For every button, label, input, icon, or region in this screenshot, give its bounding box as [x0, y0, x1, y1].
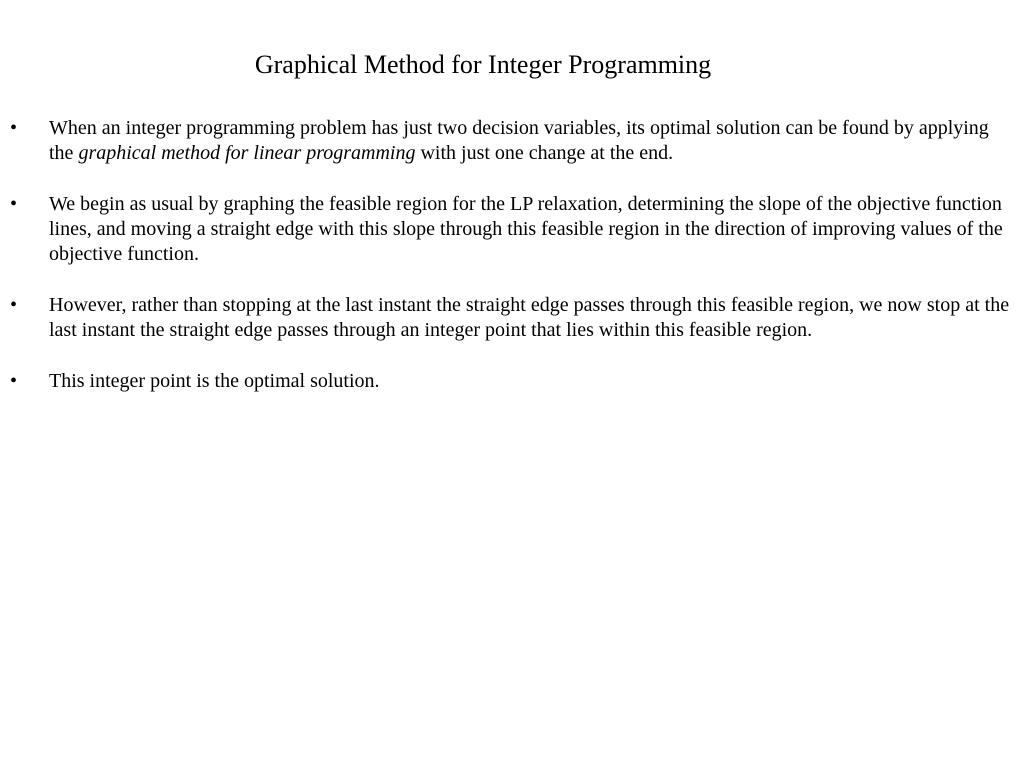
bullet-dot-icon: • [10, 294, 18, 316]
bullet-item [0, 369, 1024, 394]
bullet-item [0, 116, 1024, 166]
bullet-dot-icon: • [10, 193, 18, 215]
bullet-text-end: with just one change at the end. [415, 142, 674, 164]
slide-title: Graphical Method for Integer Programming [254, 50, 712, 79]
bullet-list [0, 116, 1024, 420]
bullet-item [0, 192, 1024, 267]
bullet-emphasis: graphical method for linear programming [78, 142, 416, 164]
bullet-text: This integer point is the optimal solution. [49, 370, 380, 392]
bullet-text: We begin as usual by graphing the feasible region for the LP relaxation, determining the slope of the objective function lines, and moving a straight edge with this slope through this feasible region in the direction of improving values of the objective function. [49, 193, 1003, 265]
bullet-text: However, rather than stopping at the last instant the straight edge passes through this feasible region, we now stop at the last instant the straight edge passes through an integer point that lies within this feasible region. [49, 294, 1010, 341]
bullet-dot-icon: • [10, 370, 18, 392]
bullet-item [0, 293, 1024, 343]
bullet-text-start: When an integer programming problem has just two decision variables, its optimal solution can be found by applying the [49, 117, 989, 164]
bullet-dot-icon: • [10, 117, 18, 139]
